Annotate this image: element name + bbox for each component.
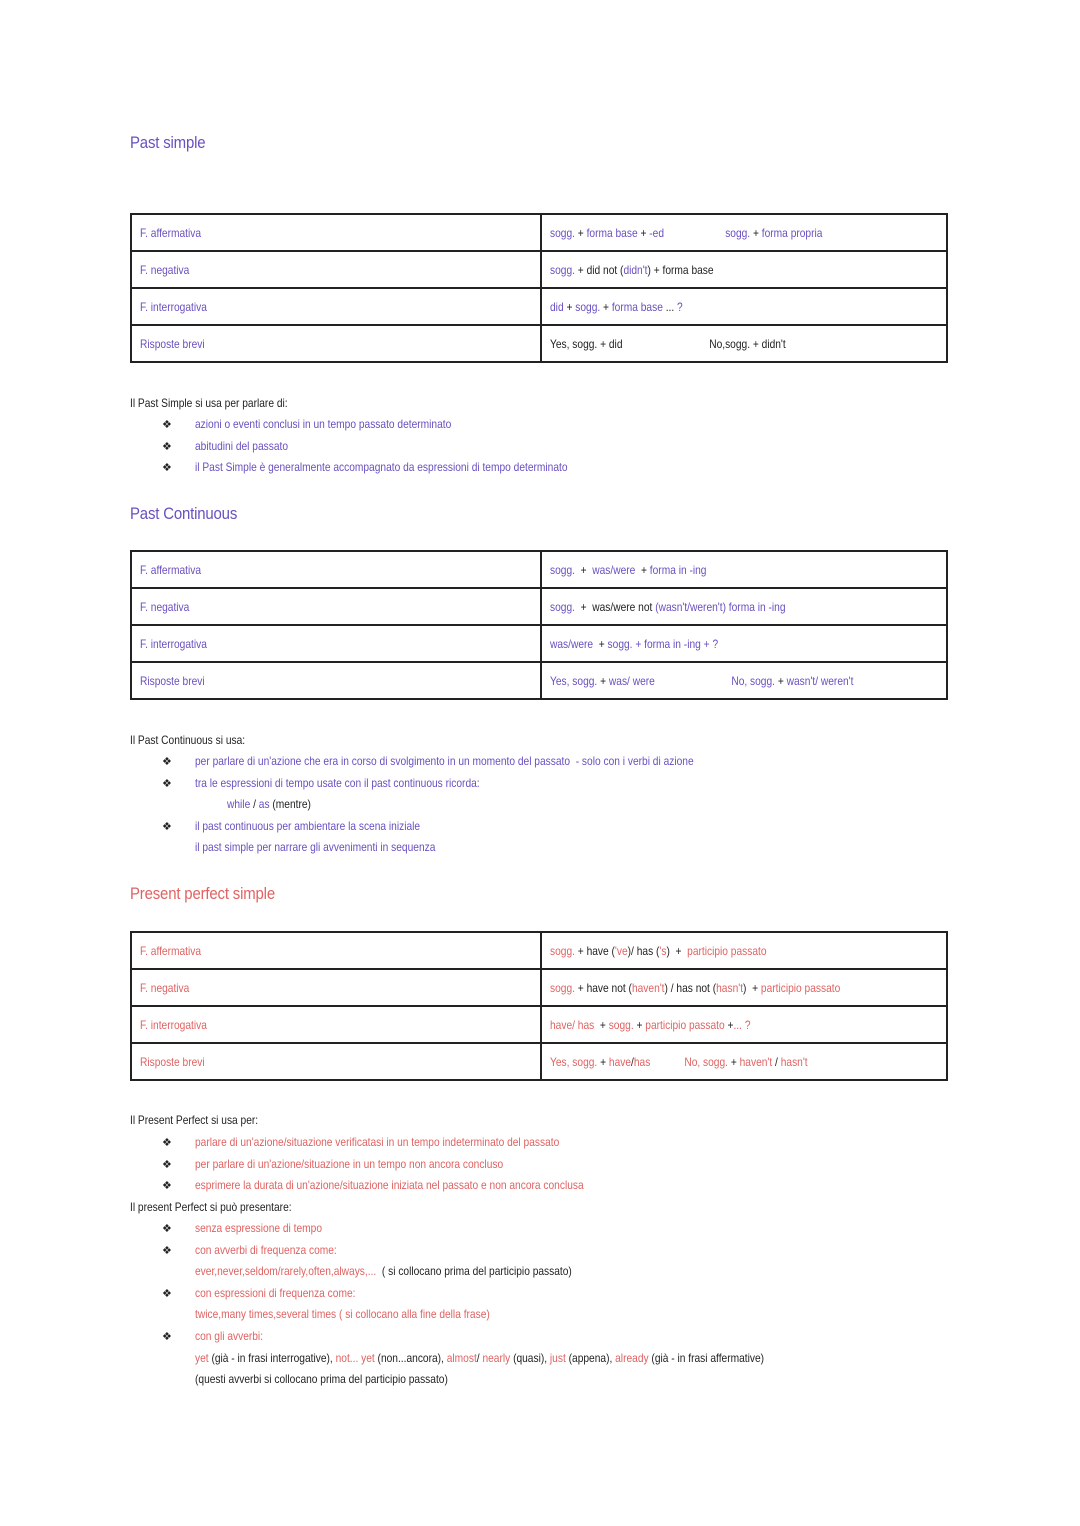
form-structure-cell xyxy=(541,662,947,699)
past-continuous-usage-list xyxy=(162,751,782,859)
bullet-diamond-icon: ❖ xyxy=(162,1330,172,1343)
form-label: F. affermativa xyxy=(140,943,202,958)
text-fragment: sogg. xyxy=(550,225,575,240)
form-structure-cell xyxy=(541,588,947,625)
text-fragment: Yes, sogg. + did xyxy=(550,336,623,351)
present-perfect-usage-intro: Il Present Perfect si usa per: xyxy=(130,1113,259,1127)
present-perfect-forms-list xyxy=(162,1218,864,1391)
text-fragment: No,sogg. + didn't xyxy=(709,336,786,351)
form-structure-cell xyxy=(541,325,947,362)
form-label-cell xyxy=(131,1006,541,1043)
form-structure-cell xyxy=(541,288,947,325)
text-fragment: was/were xyxy=(550,636,594,651)
form-structure xyxy=(550,1018,750,1032)
form-label-cell xyxy=(131,288,541,325)
form-structure xyxy=(550,563,706,577)
text-fragment: + xyxy=(593,636,608,651)
text-fragment: as xyxy=(258,797,270,812)
form-label: F. affermativa xyxy=(140,562,202,577)
list-item-text xyxy=(195,1304,490,1326)
text-fragment: + xyxy=(633,1017,646,1032)
text-fragment: (già - in frasi affermative) xyxy=(648,1350,765,1365)
form-structure xyxy=(550,637,718,651)
text-fragment: ? xyxy=(741,1017,751,1032)
form-structure-cell xyxy=(541,551,947,588)
text-fragment: nearly xyxy=(482,1350,511,1365)
text-fragment: sogg. xyxy=(550,599,575,614)
text-fragment: have xyxy=(608,1054,632,1069)
text-fragment: ... xyxy=(733,1017,742,1032)
list-item-text xyxy=(195,837,435,859)
bullet-diamond-icon: ❖ xyxy=(162,419,172,431)
text-fragment: participio passato xyxy=(760,980,841,995)
text-fragment: tra le espressioni di tempo usate con il past continuous ricorda: xyxy=(195,775,480,790)
list-item xyxy=(162,1240,864,1262)
text-fragment: + xyxy=(724,1017,734,1032)
form-structure xyxy=(550,337,786,351)
text-fragment: (non...ancora), xyxy=(374,1350,447,1365)
text-fragment: per parlare di un'azione che era in corso di svolgimento in un momento del passato xyxy=(195,754,573,768)
text-fragment: ( si collocano prima del participio passato) xyxy=(376,1264,572,1279)
list-item xyxy=(162,1261,864,1283)
form-structure xyxy=(550,981,840,995)
list-item-text xyxy=(227,794,311,816)
text-fragment: hasn't xyxy=(716,980,744,995)
form-label: Risposte brevi xyxy=(140,336,205,351)
text-fragment: have/ xyxy=(550,1017,575,1032)
text-fragment: just xyxy=(549,1350,566,1365)
text-fragment: No, sogg. xyxy=(684,1054,728,1069)
text-fragment: Yes, sogg. xyxy=(550,673,598,688)
text-fragment: didn't xyxy=(623,262,648,277)
text-fragment: almost xyxy=(446,1350,477,1365)
text-fragment: ) + xyxy=(743,980,761,995)
text-fragment: il past continuous per ambientare la scena iniziale xyxy=(195,818,421,833)
list-item-text: parlare di un'azione/situazione verificatasi in un tempo indeterminato del passato xyxy=(195,1135,560,1149)
text-fragment: (già - in frasi interrogative), xyxy=(208,1350,336,1365)
text-fragment: )/ has ( xyxy=(627,943,660,958)
bullet-diamond-icon: ❖ xyxy=(162,756,172,768)
text-fragment: wasn't/ weren't xyxy=(786,673,854,688)
form-structure-cell xyxy=(541,969,947,1006)
list-item xyxy=(162,1218,864,1240)
text-fragment: twice,many times,several times ( si collocano alla fine della frase) xyxy=(195,1307,490,1322)
form-label-cell xyxy=(131,1043,541,1080)
table-row xyxy=(131,251,947,288)
table-row xyxy=(131,325,947,362)
list-item-text xyxy=(195,1261,572,1283)
present-perfect-table xyxy=(130,931,948,1081)
form-structure-cell xyxy=(541,1006,947,1043)
text-fragment: sogg. xyxy=(725,225,751,240)
list-item-text: abitudini del passato xyxy=(195,438,289,453)
table-row xyxy=(131,214,947,251)
text-fragment: participio passato xyxy=(645,1017,725,1032)
text-fragment: sogg. xyxy=(550,980,575,995)
form-label-cell xyxy=(131,662,541,699)
list-item xyxy=(162,751,782,773)
list-item xyxy=(162,1326,864,1348)
list-item xyxy=(162,773,782,795)
present-perfect-forms-intro: Il present Perfect si può presentare: xyxy=(130,1200,292,1214)
list-item xyxy=(162,816,782,838)
section-title-past-simple: Past simple xyxy=(130,133,206,152)
text-fragment: sogg. xyxy=(550,262,575,277)
list-item xyxy=(162,1369,864,1391)
text-fragment: + xyxy=(574,225,587,240)
text-fragment: ? xyxy=(677,299,683,314)
text-fragment: con espressioni di frequenza come: xyxy=(195,1285,356,1300)
text-fragment: + xyxy=(563,299,576,314)
text-fragment: participio passato xyxy=(687,943,767,958)
form-label: F. negativa xyxy=(140,262,190,277)
bullet-diamond-icon: ❖ xyxy=(162,462,172,475)
bullet-diamond-icon: ❖ xyxy=(162,1244,172,1257)
past-continuous-table xyxy=(130,550,948,700)
text-fragment: sogg. xyxy=(550,562,575,577)
form-structure-cell xyxy=(541,932,947,969)
form-structure xyxy=(550,674,853,688)
text-fragment: + xyxy=(750,225,762,240)
form-label-cell xyxy=(131,325,541,362)
table-row xyxy=(131,625,947,662)
bullet-diamond-icon: ❖ xyxy=(162,440,172,453)
form-structure-cell xyxy=(541,214,947,251)
form-label: F. negativa xyxy=(140,980,190,995)
bullet-diamond-icon: ❖ xyxy=(162,1158,172,1171)
list-item-text xyxy=(195,816,420,838)
text-fragment: senza espressione di tempo xyxy=(195,1221,323,1235)
table-row xyxy=(131,551,947,588)
past-simple-usage-list xyxy=(162,414,633,479)
text-fragment: hasn't xyxy=(780,1054,808,1069)
text-fragment: + was/were not xyxy=(574,599,656,614)
list-item xyxy=(162,1154,652,1176)
list-item-text xyxy=(195,1369,448,1391)
form-structure-cell xyxy=(541,625,947,662)
form-label-cell xyxy=(131,932,541,969)
form-structure xyxy=(550,300,683,314)
text-fragment: (questi avverbi si collocano prima del participio passato) xyxy=(195,1372,448,1387)
list-item-text xyxy=(195,1218,322,1240)
text-fragment: + xyxy=(637,225,650,240)
text-fragment: 's xyxy=(659,943,667,958)
text-fragment: forma base xyxy=(611,299,666,314)
text-fragment: not... yet xyxy=(335,1350,375,1365)
text-fragment: sogg. xyxy=(607,636,633,651)
text-fragment: sogg. xyxy=(608,1017,634,1032)
text-fragment: + xyxy=(597,1054,609,1069)
table-row xyxy=(131,1006,947,1043)
table-row xyxy=(131,969,947,1006)
text-fragment: has xyxy=(574,1017,595,1032)
list-item-text: per parlare di un'azione/situazione in un tempo non ancora concluso xyxy=(195,1156,504,1171)
list-item xyxy=(162,1304,864,1326)
text-fragment: / xyxy=(250,797,259,812)
form-label-cell xyxy=(131,969,541,1006)
bullet-diamond-icon: ❖ xyxy=(162,1180,172,1193)
text-fragment: + xyxy=(594,1017,609,1032)
form-label: F. interrogativa xyxy=(140,299,207,314)
list-item-text: azioni o eventi conclusi in un tempo passato determinato xyxy=(195,417,452,431)
text-fragment: forma propria xyxy=(761,225,823,240)
text-fragment: / xyxy=(631,1054,634,1069)
text-fragment: ... xyxy=(665,299,678,314)
form-label-cell xyxy=(131,588,541,625)
section-title-present-perfect: Present perfect simple xyxy=(130,884,275,903)
form-label-cell xyxy=(131,551,541,588)
form-label-cell xyxy=(131,625,541,662)
text-fragment: (mentre) xyxy=(269,797,311,812)
text-fragment: 've xyxy=(614,943,628,958)
list-item-text xyxy=(195,1348,764,1370)
bullet-diamond-icon: ❖ xyxy=(162,820,172,833)
text-fragment: -ed xyxy=(649,225,664,240)
text-fragment: ever,never,seldom/rarely,often,always,... xyxy=(195,1264,377,1279)
text-fragment: con gli avverbi: xyxy=(195,1328,264,1343)
form-label-cell xyxy=(131,214,541,251)
text-fragment: ) + xyxy=(666,943,688,958)
text-fragment: + did not xyxy=(574,262,621,277)
list-item-text: esprimere la durata di un'azione/situazione iniziata nel passato e non ancora conclusa xyxy=(195,1178,584,1193)
text-fragment: was/were xyxy=(592,562,636,577)
text-fragment: / xyxy=(476,1350,483,1365)
list-item xyxy=(162,794,782,816)
list-item xyxy=(162,414,633,436)
text-fragment: (appena), xyxy=(565,1350,616,1365)
list-item-text xyxy=(195,751,694,773)
list-item-text xyxy=(195,1326,263,1348)
text-fragment: forma in -ing xyxy=(649,562,707,577)
list-item xyxy=(162,436,633,458)
past-continuous-usage-intro: Il Past Continuous si usa: xyxy=(130,733,246,747)
list-item xyxy=(162,1348,864,1370)
text-fragment: already xyxy=(615,1350,649,1365)
text-fragment: ) / has not ( xyxy=(664,980,717,995)
text-fragment: No, sogg. xyxy=(731,673,775,688)
text-fragment: ( xyxy=(620,262,624,277)
section-title-past-continuous: Past Continuous xyxy=(130,504,238,523)
present-perfect-usage-list xyxy=(162,1132,652,1197)
list-item xyxy=(162,457,633,479)
text-fragment: was/ were xyxy=(608,673,655,688)
text-fragment: + have not ( xyxy=(574,980,632,995)
form-label: F. interrogativa xyxy=(140,636,207,651)
text-fragment: did xyxy=(550,299,564,314)
list-item-text xyxy=(195,1283,355,1305)
text-fragment: sogg. xyxy=(550,943,575,958)
text-fragment: haven't xyxy=(739,1054,773,1069)
list-item-text: il Past Simple è generalmente accompagnato da espressioni di tempo determinato xyxy=(195,460,568,475)
table-row xyxy=(131,932,947,969)
form-structure xyxy=(550,226,822,240)
text-fragment: haven't xyxy=(631,980,665,995)
text-fragment: (quasi), xyxy=(510,1350,550,1365)
text-fragment: + xyxy=(597,673,609,688)
bullet-diamond-icon: ❖ xyxy=(162,1223,172,1235)
text-fragment: + xyxy=(574,562,593,577)
form-label-cell xyxy=(131,251,541,288)
form-label: F. interrogativa xyxy=(140,1017,207,1032)
table-row xyxy=(131,662,947,699)
text-fragment: + xyxy=(727,1054,740,1069)
list-item xyxy=(162,1132,652,1154)
form-structure xyxy=(550,1055,808,1069)
bullet-diamond-icon: ❖ xyxy=(162,1137,172,1149)
list-item xyxy=(162,1175,652,1197)
text-fragment: (wasn't/weren't) forma in -ing xyxy=(655,599,786,614)
form-structure xyxy=(550,600,786,614)
list-item xyxy=(162,837,782,859)
past-simple-usage-intro: Il Past Simple si usa per parlare di: xyxy=(130,396,288,410)
text-fragment: Yes, sogg. xyxy=(550,1054,598,1069)
table-row xyxy=(131,1043,947,1080)
form-label: F. negativa xyxy=(140,599,190,614)
form-structure xyxy=(550,263,714,277)
text-fragment: + xyxy=(635,562,650,577)
text-fragment: + xyxy=(600,299,612,314)
text-fragment: + forma in -ing + ? xyxy=(632,636,719,651)
text-fragment: + have ( xyxy=(574,943,615,958)
text-fragment: / xyxy=(772,1054,781,1069)
form-label: Risposte brevi xyxy=(140,673,205,688)
text-fragment: + xyxy=(774,673,787,688)
form-structure-cell xyxy=(541,1043,947,1080)
list-item-text xyxy=(195,1240,337,1262)
form-label: Risposte brevi xyxy=(140,1054,205,1069)
text-fragment: has xyxy=(633,1054,651,1069)
text-fragment: il past simple per narrare gli avvenimenti in sequenza xyxy=(195,840,436,855)
text-fragment: ) + forma base xyxy=(647,262,714,277)
text-fragment: sogg. xyxy=(575,299,601,314)
text-fragment: forma base xyxy=(586,225,638,240)
bullet-diamond-icon: ❖ xyxy=(162,1287,172,1300)
form-label: F. affermativa xyxy=(140,225,202,240)
list-item-text xyxy=(195,773,480,795)
form-structure xyxy=(550,944,767,958)
text-fragment: while xyxy=(227,797,251,812)
table-row xyxy=(131,588,947,625)
past-simple-table xyxy=(130,213,948,363)
text-fragment: yet xyxy=(195,1350,209,1365)
form-structure-cell xyxy=(541,251,947,288)
bullet-diamond-icon: ❖ xyxy=(162,777,172,790)
text-fragment: - solo con i verbi di azione xyxy=(572,754,694,768)
table-row xyxy=(131,288,947,325)
text-fragment: con avverbi di frequenza come: xyxy=(195,1242,337,1257)
list-item xyxy=(162,1283,864,1305)
